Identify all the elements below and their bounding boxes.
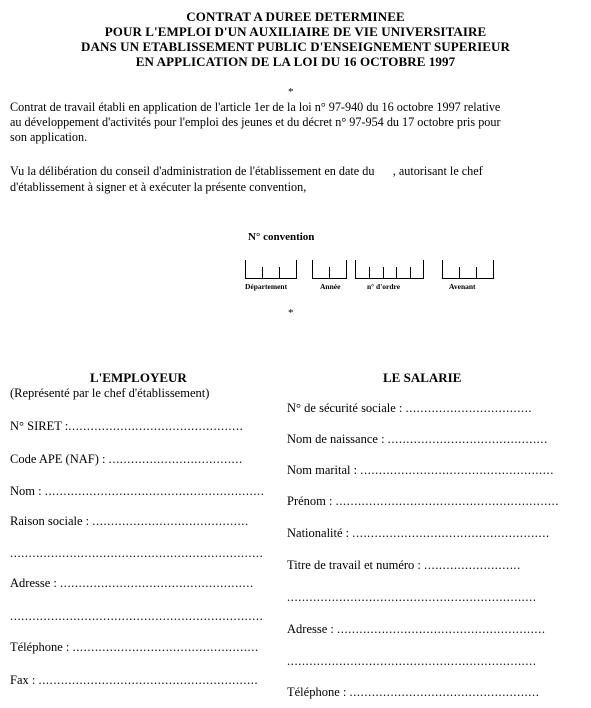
nom-marital-field[interactable] <box>287 463 554 478</box>
intro-paragraph-1-line-2: au développement d'activités pour l'emploi des jeunes et du décret n° 97-954 du 17 octobre pris pour <box>10 115 501 129</box>
intro-paragraph-2-line-1: Vu la délibération du conseil d'administration de l'établissement en date du , autorisant le chef <box>10 164 483 178</box>
title-line-4: EN APPLICATION DE LA LOI DU 16 OCTOBRE 1997 <box>135 54 456 69</box>
secu-label: N° de sécurité sociale : <box>287 401 403 415</box>
intro-paragraph-1-line-3: son application. <box>10 130 88 144</box>
ape-field[interactable] <box>10 452 243 467</box>
employeur-subheading: (Représenté par le chef d'établissement) <box>10 386 210 400</box>
raison-sociale-continuation-dots: .................................................................... <box>10 546 264 560</box>
departement-label: Département <box>245 282 288 291</box>
adresse-employeur-label: Adresse : <box>10 576 57 590</box>
raison-sociale-field[interactable] <box>10 514 249 529</box>
siret-dots: ............................................... <box>68 419 244 433</box>
avenant-label: Avenant <box>449 282 476 291</box>
nom-naissance-field[interactable] <box>287 432 548 447</box>
secu-field[interactable] <box>287 401 532 416</box>
title-line-2: POUR L'EMPLOI D'UN AUXILIAIRE DE VIE UNIVERSITAIRE <box>104 24 487 39</box>
adresse-salarie-continuation[interactable] <box>287 654 537 669</box>
secu-dots: .................................. <box>405 401 533 415</box>
avenant-boxes[interactable] <box>442 260 494 279</box>
telephone-employeur-dots: .................................................. <box>72 640 259 654</box>
convention-label: N° convention <box>248 231 315 243</box>
nom-marital-label: Nom marital : <box>287 463 358 477</box>
raison-sociale-dots: .......................................... <box>92 514 249 528</box>
adresse-salarie-field[interactable] <box>287 622 546 637</box>
ordre-boxes[interactable] <box>355 260 424 279</box>
nom-naissance-dots: ........................................... <box>387 432 548 446</box>
separator-star-1: * <box>288 86 294 98</box>
title-line-1: CONTRAT A DUREE DETERMINEE <box>186 9 405 24</box>
nationalite-dots: ..................................................... <box>352 526 550 540</box>
titre-travail-field[interactable] <box>287 558 521 573</box>
titre-travail-label: Titre de travail et numéro : <box>287 558 421 572</box>
raison-sociale-label: Raison sociale : <box>10 514 90 528</box>
adresse-employeur-field[interactable] <box>10 576 254 591</box>
telephone-employeur-field[interactable] <box>10 640 259 655</box>
nom-marital-dots: .................................................... <box>360 463 554 477</box>
ape-label: Code APE (NAF) : <box>10 452 106 466</box>
departement-boxes[interactable] <box>245 260 297 279</box>
fax-field[interactable] <box>10 673 258 688</box>
ape-dots: .................................... <box>108 452 243 466</box>
fax-label: Fax : <box>10 673 36 687</box>
nom-employeur-field[interactable] <box>10 484 265 499</box>
salarie-heading: LE SALARIE <box>383 370 462 385</box>
telephone-employeur-label: Téléphone : <box>10 640 70 654</box>
adresse-salarie-label: Adresse : <box>287 622 334 636</box>
intro-paragraph-2-line-2: d'établissement à signer et à exécuter la présente convention, <box>10 180 307 194</box>
titre-travail-dots: .......................... <box>424 558 521 572</box>
titre-travail-continuation-dots: ................................................................... <box>287 590 537 604</box>
titre-travail-continuation[interactable] <box>287 590 537 605</box>
fax-dots: ........................................................... <box>38 673 259 687</box>
nom-employeur-label: Nom : <box>10 484 42 498</box>
intro-paragraph-1-line-1: Contrat de travail établi en application de l'article 1er de la loi n° 97-940 du 16 octobre 1997 relative <box>10 100 501 114</box>
prenom-label: Prénom : <box>287 494 333 508</box>
nom-employeur-dots: ........................................................... <box>44 484 265 498</box>
raison-sociale-continuation[interactable] <box>10 546 263 561</box>
annee-boxes[interactable] <box>312 260 347 279</box>
ordre-label: n° d'ordre <box>367 282 401 291</box>
adresse-employeur-continuation[interactable] <box>10 609 263 624</box>
nationalite-label: Nationalité : <box>287 526 350 540</box>
adresse-salarie-dots: ........................................................ <box>337 622 546 636</box>
adresse-employeur-continuation-dots: .................................................................... <box>10 609 264 623</box>
siret-label: N° SIRET : <box>10 419 69 433</box>
nom-naissance-label: Nom de naissance : <box>287 432 385 446</box>
prenom-field[interactable] <box>287 494 559 509</box>
annee-label: Année <box>320 282 341 291</box>
adresse-employeur-dots: .................................................... <box>60 576 254 590</box>
siret-field[interactable] <box>10 419 243 434</box>
adresse-salarie-continuation-dots: ................................................................... <box>287 654 537 668</box>
telephone-salarie-dots: ................................................... <box>349 685 540 699</box>
telephone-salarie-field[interactable] <box>287 685 539 700</box>
title-line-3: DANS UN ETABLISSEMENT PUBLIC D'ENSEIGNEMENT SUPERIEUR <box>81 39 510 54</box>
nationalite-field[interactable] <box>287 526 550 541</box>
employeur-heading: L'EMPLOYEUR <box>90 370 187 385</box>
prenom-dots: ............................................................ <box>335 494 560 508</box>
separator-star-2: * <box>288 307 294 319</box>
telephone-salarie-label: Téléphone : <box>287 685 347 699</box>
